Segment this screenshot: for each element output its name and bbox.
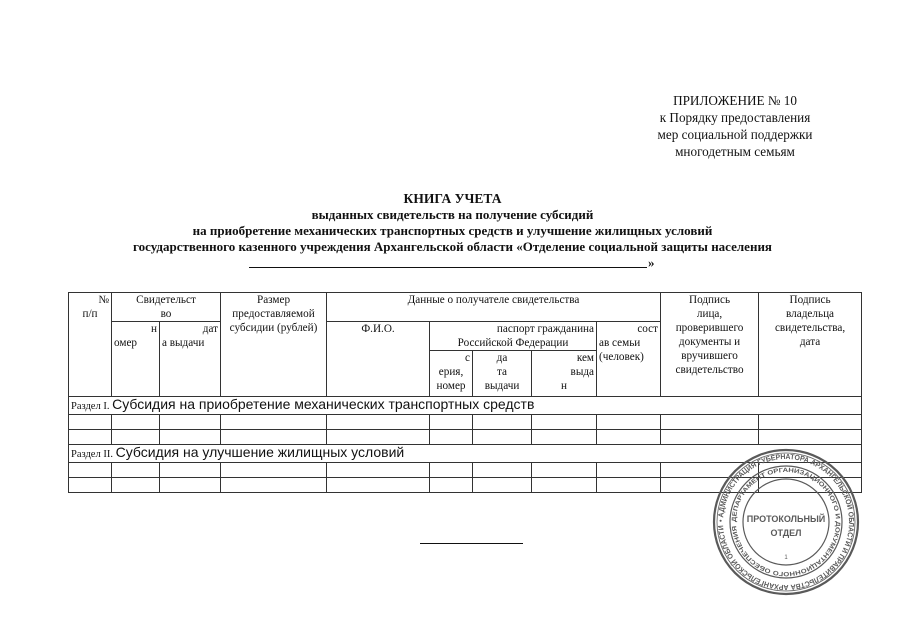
title-blank-line — [0, 255, 905, 271]
seal-inner-ring-text: ДЕПАРТАМЕНТ ОРГАНИЗАЦИОННОГО И ДОКУМЕНТАЦИОННОГО ОБЕСПЕЧЕНИЯ — [730, 466, 842, 578]
col-passport-date-header: да та выдачи — [473, 351, 532, 397]
appendix-line: многодетным семьям — [675, 144, 795, 159]
seal-center-line: ОТДЕЛ — [770, 528, 802, 538]
col-owner-signature-header: Подпись владельца свидетельства, дата — [759, 293, 862, 397]
col-recipient-header: Данные о получателе свидетельства — [327, 293, 661, 322]
col-series-header: с ерия, номер — [430, 351, 473, 397]
col-certificate-header: Свидетельст во — [112, 293, 221, 322]
col-passport-header: паспорт гражданина Российской Федерации — [430, 322, 597, 351]
section-heading: Раздел II. Субсидия на улучшение жилищных условий — [69, 445, 862, 463]
appendix-block — [600, 92, 870, 160]
col-cert-date-header: дат а выдачи — [160, 322, 221, 397]
col-issuer-header: кем выда н — [532, 351, 597, 397]
document-title — [0, 191, 905, 271]
col-amount-header: Размер предоставляемой субсидии (рублей) — [221, 293, 327, 397]
col-checker-signature-header: Подпись лица, проверившего документы и вручившего свидетельство — [661, 293, 759, 397]
seal-outer-ring-text: • АДМИНИСТРАЦИЯ ГУБЕРНАТОРА АРХАНГЕЛЬСКОЙ ОБЛАСТИ И ПРАВИТЕЛЬСТВА АРХАНГЕЛЬСКОЙ ОБЛАСТИ — [715, 451, 857, 593]
title-line: на приобретение механических транспортных средств и улучшение жилищных условий — [192, 223, 713, 238]
col-family-header: сост ав семьи (человек) — [597, 322, 661, 397]
table-row — [69, 415, 862, 430]
seal-center-line: ПРОТОКОЛЬНЫЙ — [746, 514, 826, 524]
seal-number: 1 — [784, 555, 788, 561]
footer-separator-line — [420, 543, 523, 544]
title-line: выданных свидетельств на получение субсидий — [311, 207, 594, 222]
title-line: КНИГА УЧЕТА — [403, 191, 502, 206]
table-row — [69, 430, 862, 445]
appendix-line: мер социальной поддержки — [657, 127, 813, 142]
header-row — [69, 293, 862, 322]
appendix-title: ПРИЛОЖЕНИЕ № 10 — [673, 93, 797, 108]
fill-in-underline — [249, 267, 647, 268]
col-cert-number-header: н омер — [112, 322, 160, 397]
closing-quote: » — [648, 255, 655, 270]
appendix-line: к Порядку предоставления — [659, 110, 811, 125]
col-fio-header: Ф.И.О. — [327, 322, 430, 397]
title-line: государственного казенного учреждения Архангельской области «Отделение социальной защиты населения — [133, 239, 772, 254]
section-heading: Раздел I. Субсидия на приобретение механических транспортных средств — [69, 397, 862, 415]
section-row — [69, 397, 862, 415]
col-number-header: № п/п — [69, 293, 112, 397]
official-seal-stamp — [712, 448, 860, 596]
